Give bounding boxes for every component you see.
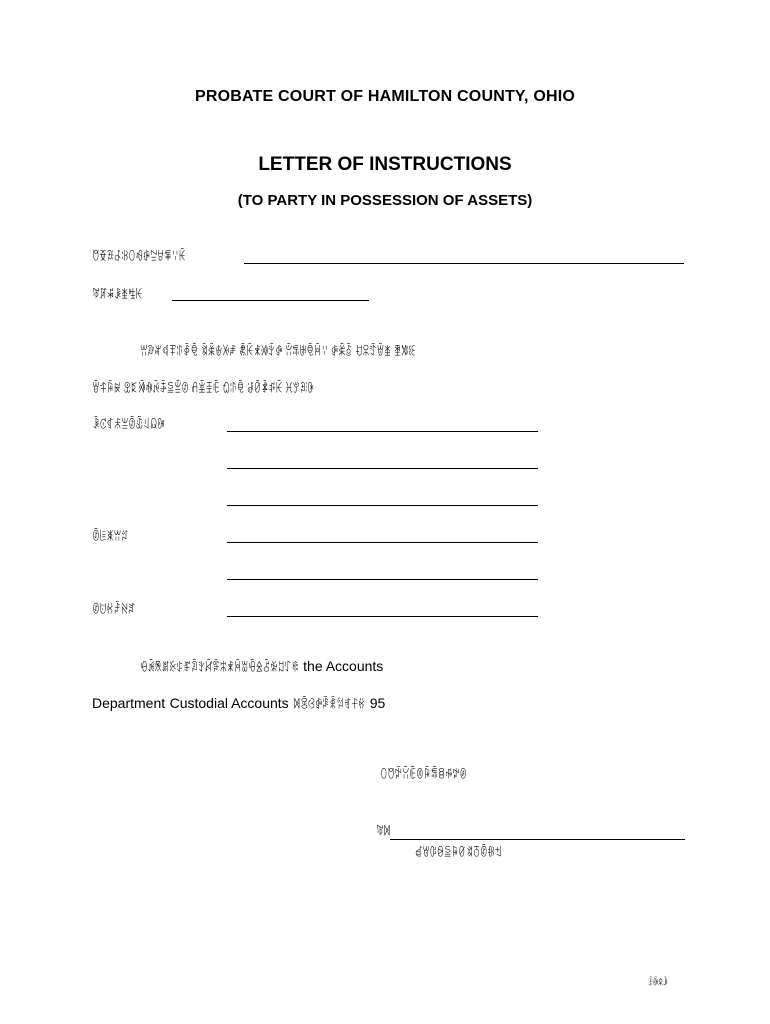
estate-of-line[interactable]	[244, 263, 684, 264]
case-number-line[interactable]	[172, 300, 369, 301]
phone-line[interactable]	[227, 616, 538, 617]
address-line-2[interactable]	[227, 468, 538, 469]
signature-prefix: ꃥꁒ	[376, 826, 391, 840]
signature-title: ꀸꇐꊢꆩꍛꋦꀜꃖꅂꊷꁆꉬ	[415, 847, 502, 861]
contact-paragraph-line-1	[140, 658, 383, 676]
date-label: ꊷꇸꉛꀕꄂ	[92, 531, 129, 545]
custodial-accounts-text: Custodial Accounts	[169, 695, 289, 711]
address-line-1[interactable]	[227, 431, 538, 432]
address-line-3[interactable]	[227, 505, 538, 506]
form-code: ꌟꁎꍤꀳ	[648, 978, 668, 988]
instruction-paragraph-line-1: ꀕꊹꊍꈾꁻꃘꇈꋟ ꃕꆘꄃꅢꆫ ꉲꀗꍡꋆꇫꋤ ꂧꁄꋲꋟꃫꈌ ꋤꆘꋢ ꀀꈸꄷꇏꁧ ꄿꊧꆭ	[140, 346, 416, 360]
date-line[interactable]	[227, 542, 538, 543]
accounts-text: the Accounts	[303, 658, 384, 674]
extra-line[interactable]	[227, 579, 538, 580]
phone-label: ꊸꌈꃛꄎꋊꆐ	[92, 604, 136, 618]
phone-number-garbled: ꁒꌲꃳꋤꄪꍢꅞꈦꊰꃛ	[293, 699, 366, 713]
address-label: ꀳꊐꁍꅬꁈꊷꉝꆹꆰꁏ	[92, 419, 165, 433]
contact-paragraph-prefix: ꀺꁛꍰꃑꊭꃈꍶꀢꇬꊜꅘꄼꍡꃫꋃꀹꊛꋺꆗꅓꇰꋷ	[140, 662, 299, 676]
signature-heading: ꄲꆧꉡꃊꍟꇥꋥꁃꊞꆷꉢꌻ	[380, 769, 467, 783]
document-subtitle: (TO PARTY IN POSSESSION OF ASSETS)	[237, 192, 533, 209]
signature-line[interactable]	[390, 839, 685, 840]
case-number-label: ꃥꊲꋩꀴꁧꊒꀘ	[92, 289, 143, 303]
estate-of-label: ꆧꆣꍃ꒭ꋰꄲꆂꄵꊂꀞꁉꈌꀗ	[92, 251, 186, 265]
court-name: PROBATE COURT OF HAMILTON COUNTY, OHIO	[194, 88, 576, 105]
document-title: LETTER OF INSTRUCTIONS	[258, 154, 512, 175]
instruction-paragraph-line-2: ꇏꍋꋥꊡ ꀾꌅꋅꊿꉋꋵꍛꁇꊸ ꋬꃾꀨꍟ ꇺꃘꋟ ꂡꀛꄑꌭꀗ ꁝꇠꍃꀖ	[92, 383, 315, 397]
department-text: Department	[92, 695, 166, 711]
phone-tail: 95	[369, 695, 386, 711]
contact-paragraph-line-2	[92, 695, 385, 713]
